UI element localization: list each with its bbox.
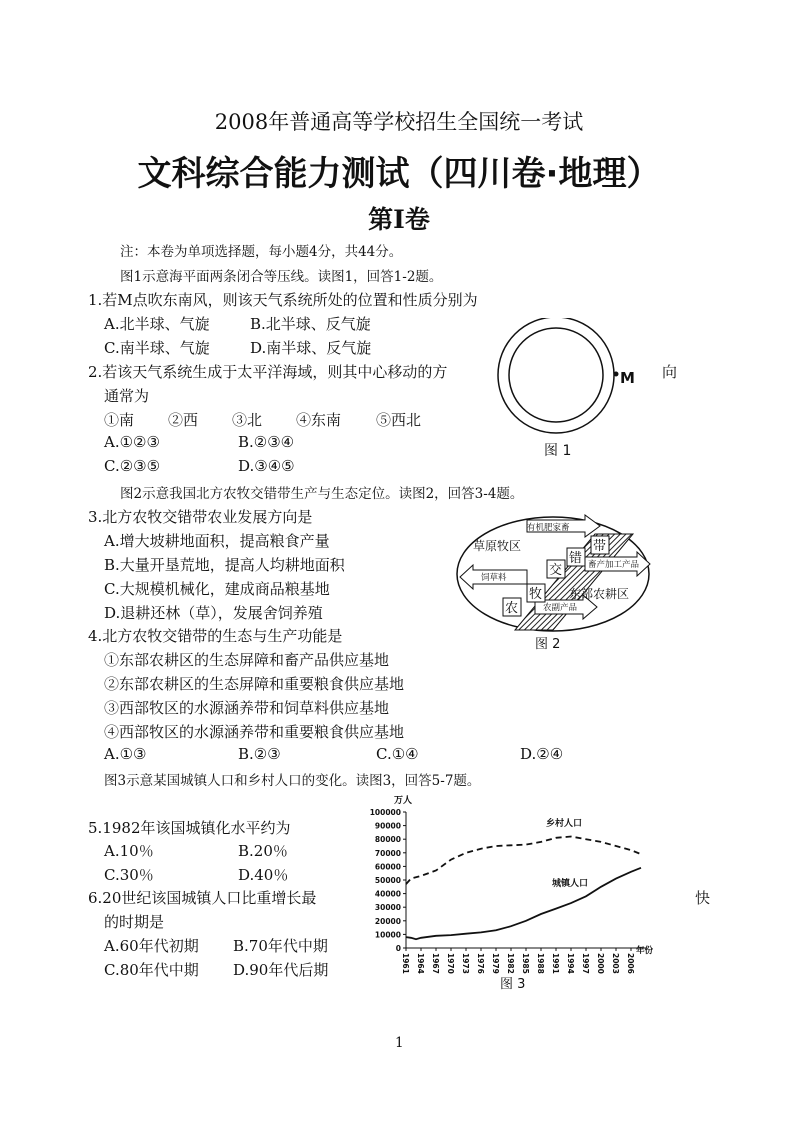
- fig2-caption: 图 2: [535, 637, 561, 652]
- belt-char-1: 农: [505, 601, 519, 616]
- q2-stem-tail: 向: [662, 363, 678, 381]
- q2-choice-1: ①南: [104, 411, 135, 429]
- q4-stem: 4.北方农牧交错带的生态与生产功能是: [88, 627, 343, 645]
- arrow-top-label: 有机肥家畜: [527, 523, 570, 533]
- q4-option-d[interactable]: D.②④: [520, 745, 564, 763]
- x-tick-label: 1979: [491, 953, 500, 974]
- fig1-caption: 图 1: [544, 443, 572, 459]
- y-tick-label: 100000: [369, 808, 401, 817]
- x-tick-label: 1994: [566, 953, 575, 974]
- x-tick-label: 1985: [521, 953, 530, 974]
- y-axis-label: 万人: [394, 796, 413, 806]
- q6-stem: 6.20世纪该国城镇人口比重增长最: [88, 889, 317, 907]
- figure-3-chart: [360, 790, 660, 996]
- x-tick-label: 1967: [431, 953, 440, 974]
- q4-option-c[interactable]: C.①④: [376, 745, 419, 763]
- part-title: 第I卷: [368, 205, 430, 234]
- belt-char-4: 错: [569, 551, 583, 566]
- q6-option-a[interactable]: A.60年代初期: [104, 937, 199, 955]
- x-tick-label: 1982: [506, 953, 515, 974]
- fig3-intro: 图3示意某国城镇人口和乡村人口的变化。读图3，回答5-7题。: [104, 773, 481, 789]
- legend-rural-label: 乡村人口: [546, 819, 583, 829]
- q5-option-c[interactable]: C.30％: [104, 866, 154, 884]
- q5-stem: 5.1982年该国城镇化水平约为: [88, 819, 291, 837]
- x-tick-label: 1964: [416, 953, 425, 974]
- arrow-right-label: 畜产加工产品: [588, 560, 640, 570]
- q2-stem-line2: 通常为: [104, 387, 150, 405]
- q2-option-c[interactable]: C.②③⑤: [104, 457, 161, 475]
- q2-choice-4: ④东南: [296, 411, 342, 429]
- q2-choice-5: ⑤西北: [376, 411, 422, 429]
- q6-stem-tail: 快: [695, 889, 711, 907]
- x-tick-label: 1988: [536, 953, 545, 974]
- q3-option-c[interactable]: C.大规模机械化，建成商品粮基地: [104, 580, 330, 598]
- region-west-label: 草原牧区: [473, 539, 522, 553]
- y-tick-label: 10000: [374, 930, 401, 940]
- q5-option-a[interactable]: A.10％: [104, 842, 154, 860]
- x-tick-label: 1976: [476, 953, 485, 974]
- outer-isobar: [498, 318, 614, 433]
- region-east-label: 东部农耕区: [569, 587, 630, 601]
- q6-option-c[interactable]: C.80年代中期: [104, 961, 199, 979]
- belt-char-5: 带: [593, 539, 607, 554]
- q2-option-a[interactable]: A.①②③: [104, 433, 160, 451]
- q4-item-4: ④西部牧区的水源涵养带和重要粮食供应基地: [104, 723, 405, 741]
- belt-char-2: 牧: [529, 587, 543, 602]
- q2-option-d[interactable]: D.③④⑤: [238, 457, 295, 475]
- q1-stem: 1.若M点吹东南风，则该天气系统所处的位置和性质分别为: [88, 291, 478, 309]
- y-tick-label: 70000: [374, 848, 401, 858]
- x-tick-label: 1973: [461, 953, 470, 974]
- fig1-intro: 图1示意海平面两条闭合等压线。读图1，回答1-2题。: [120, 269, 443, 285]
- fig3-caption: 图 3: [500, 977, 526, 992]
- q3-option-a[interactable]: A.增大坡耕地面积，提高粮食产量: [104, 532, 330, 550]
- q6-option-d[interactable]: D.90年代后期: [233, 961, 329, 979]
- q3-option-d[interactable]: D.退耕还林（草），发展舍饲养殖: [104, 604, 323, 622]
- page-number: 1: [395, 1035, 404, 1051]
- arrow-left-label: 饲草料: [481, 573, 507, 583]
- figure-2: [455, 512, 655, 654]
- inner-isobar: [509, 328, 603, 422]
- q6-option-b[interactable]: B.70年代中期: [233, 937, 328, 955]
- q4-item-3: ③西部牧区的水源涵养带和饲草料供应基地: [104, 699, 390, 717]
- q4-option-b[interactable]: B.②③: [238, 745, 281, 763]
- q3-stem: 3.北方农牧交错带农业发展方向是: [88, 508, 313, 526]
- y-tick-label: 50000: [374, 876, 401, 885]
- y-tick-label: 80000: [374, 835, 401, 845]
- point-m-marker: [614, 372, 619, 377]
- y-tick-label: 60000: [374, 862, 401, 872]
- exam-title: 2008年普通高等学校招生全国统一考试: [214, 110, 584, 134]
- q2-choice-3: ③北: [232, 411, 263, 429]
- q5-option-d[interactable]: D.40％: [238, 866, 289, 884]
- fig2-intro: 图2示意我国北方农牧交错带生产与生态定位。读图2，回答3-4题。: [120, 486, 524, 502]
- y-tick-label: 90000: [374, 821, 401, 831]
- figure-1: [490, 318, 650, 460]
- series-line-rural: [406, 837, 641, 885]
- x-tick-label: 2003: [611, 953, 620, 974]
- q2-stem: 2.若该天气系统生成于太平洋海域，则其中心移动的方: [88, 363, 448, 381]
- q1-option-d[interactable]: D.南半球、反气旋: [250, 339, 372, 357]
- series-line-urban: [406, 868, 641, 939]
- x-tick-label: 1997: [581, 953, 590, 974]
- x-tick-label: 1970: [446, 953, 455, 974]
- y-tick-label: 30000: [374, 903, 401, 913]
- q4-item-2: ②东部农耕区的生态屏障和重要粮食供应基地: [104, 675, 405, 693]
- x-tick-label: 1991: [551, 953, 560, 974]
- q5-option-b[interactable]: B.20％: [238, 842, 288, 860]
- y-tick-label: 0: [395, 944, 401, 953]
- q4-option-a[interactable]: A.①③: [104, 745, 147, 763]
- y-tick-label: 40000: [374, 889, 401, 899]
- x-tick-label: 2000: [596, 953, 605, 974]
- q6-stem-line2: 的时期是: [104, 913, 165, 931]
- q4-item-1: ①东部农耕区的生态屏障和畜产品供应基地: [104, 651, 390, 669]
- point-m-label: M: [620, 369, 635, 387]
- q1-option-b[interactable]: B.北半球、反气旋: [250, 315, 371, 333]
- q2-option-b[interactable]: B.②③④: [238, 433, 295, 451]
- x-axis-label: 年份: [636, 946, 654, 956]
- arrow-bottom-label: 农副产品: [543, 603, 578, 613]
- x-tick-label: 1961: [401, 953, 410, 974]
- q1-option-c[interactable]: C.南半球、气旋: [104, 339, 210, 357]
- y-tick-label: 20000: [374, 916, 401, 926]
- q1-option-a[interactable]: A.北半球、气旋: [104, 315, 210, 333]
- x-tick-label: 2006: [626, 953, 635, 974]
- q3-option-b[interactable]: B.大量开垦荒地，提高人均耕地面积: [104, 556, 345, 574]
- belt-char-3: 交: [549, 563, 563, 578]
- section-note: 注：本卷为单项选择题，每小题4分，共44分。: [120, 244, 403, 260]
- q2-choice-2: ②西: [168, 411, 199, 429]
- legend-urban-label: 城镇人口: [552, 879, 589, 889]
- subject-title: 文科综合能力测试（四川卷·地理）: [137, 154, 661, 194]
